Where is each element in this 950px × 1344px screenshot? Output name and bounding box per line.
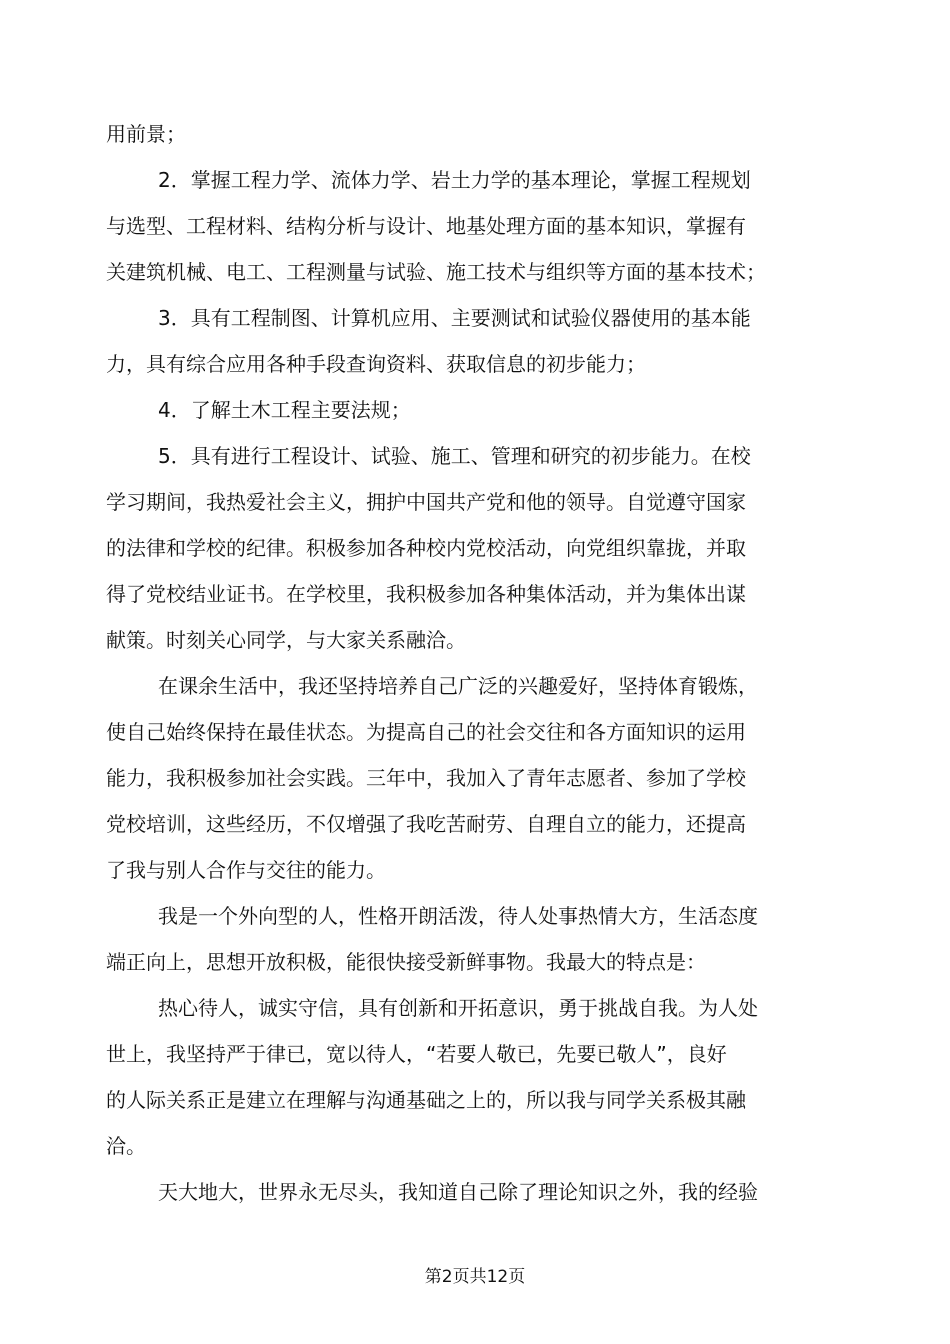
text-line-1: 用前景；: [106, 122, 186, 146]
page-number: 第2页共12页: [424, 1267, 526, 1287]
text-line-12: 献策。时刻关心同学，与大家关系融洽。: [106, 628, 466, 652]
text-line-11: 得了党校结业证书。在学校里，我积极参加各种集体活动，并为集体出谋: [106, 582, 746, 606]
text-line-5: 3．具有工程制图、计算机应用、主要测试和试验仪器使用的基本能: [158, 306, 751, 330]
text-line-7: 4．了解土木工程主要法规；: [158, 398, 411, 422]
text-line-13: 在课余生活中，我还坚持培养自己广泛的兴趣爱好，坚持体育锻炼，: [158, 674, 758, 698]
text-line-19: 端正向上，思想开放积极，能很快接受新鲜事物。我最大的特点是：: [106, 950, 706, 974]
text-line-10: 的法律和学校的纪律。积极参加各种校内党校活动，向党组织靠拢，并取: [106, 536, 746, 560]
text-line-3: 与选型、工程材料、结构分析与设计、地基处理方面的基本知识，掌握有: [106, 214, 746, 238]
text-line-4: 关建筑机械、电工、工程测量与试验、施工技术与组织等方面的基本技术；: [106, 260, 766, 284]
text-line-16: 党校培训，这些经历，不仅增强了我吃苦耐劳、自理自立的能力，还提高: [106, 812, 746, 836]
text-line-15: 能力，我积极参加社会实践。三年中，我加入了青年志愿者、参加了学校: [106, 766, 746, 790]
text-line-22: 的人际关系正是建立在理解与沟通基础之上的，所以我与同学关系极其融: [106, 1088, 746, 1112]
text-line-20: 热心待人，诚实守信，具有创新和开拓意识，勇于挑战自我。为人处: [158, 996, 758, 1020]
text-line-18: 我是一个外向型的人，性格开朗活泼，待人处事热情大方，生活态度: [158, 904, 758, 928]
text-line-17: 了我与别人合作与交往的能力。: [106, 858, 386, 882]
text-line-9: 学习期间，我热爱社会主义，拥护中国共产党和他的领导。自觉遵守国家: [106, 490, 746, 514]
text-line-23: 洽。: [106, 1134, 146, 1158]
text-line-8: 5．具有进行工程设计、试验、施工、管理和研究的初步能力。在校: [158, 444, 751, 468]
text-line-2: 2．掌握工程力学、流体力学、岩土力学的基本理论，掌握工程规划: [158, 168, 751, 192]
text-line-14: 使自己始终保持在最佳状态。为提高自己的社会交往和各方面知识的运用: [106, 720, 746, 744]
text-line-6: 力，具有综合应用各种手段查询资料、获取信息的初步能力；: [106, 352, 646, 376]
text-line-24: 天大地大，世界永无尽头，我知道自己除了理论知识之外，我的经验: [158, 1180, 758, 1204]
text-line-21: 世上，我坚持严于律已，宽以待人，“若要人敬已，先要已敬人”，良好: [106, 1042, 727, 1066]
